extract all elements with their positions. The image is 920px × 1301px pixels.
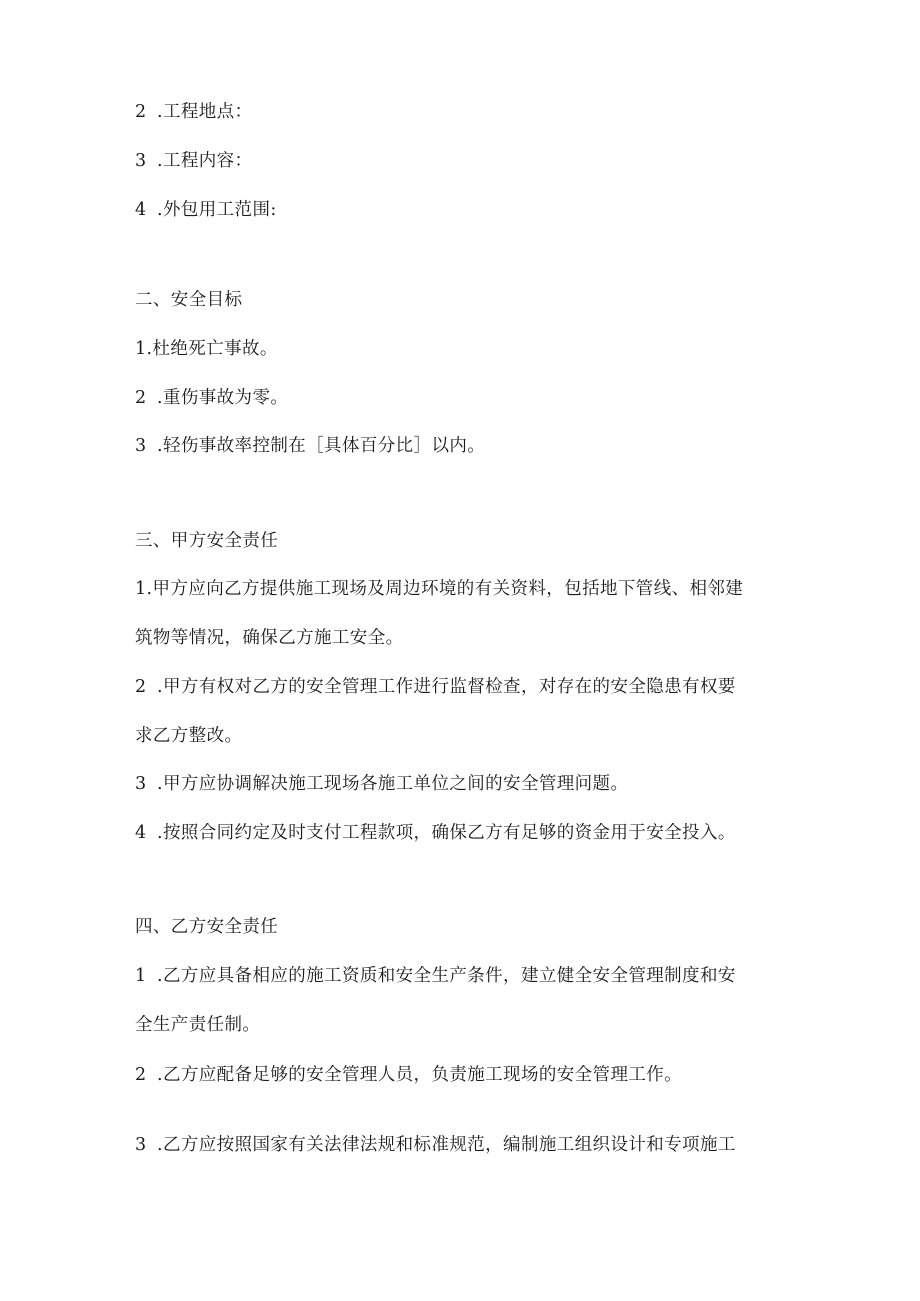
item-text: .外包用工范围:	[157, 200, 277, 220]
project-item-scope	[135, 198, 277, 222]
item-text: .工程地点：	[157, 102, 253, 122]
party-a-item-2-line-2: 求乙方整改。	[135, 726, 243, 746]
item-text: .甲方有权对乙方的安全管理工作进行监督检查，对存在的安全隐患有权要	[157, 677, 736, 697]
party-b-item-2	[135, 1063, 682, 1087]
item-number: 1	[135, 966, 147, 986]
item-number: 2	[135, 1065, 147, 1085]
item-text: .轻伤事故率控制在［具体百分比］以内。	[157, 436, 486, 456]
party-a-item-4	[135, 821, 736, 845]
party-a-item-2-line-1	[135, 675, 736, 699]
safety-goal-item-1: 1.杜绝死亡事故。	[135, 339, 278, 359]
item-number: 2	[135, 677, 147, 697]
party-b-item-1-line-1	[135, 964, 736, 988]
item-number: 4	[135, 200, 147, 220]
item-number: 3	[135, 436, 147, 456]
section-heading-party-b: 四、乙方安全责任	[135, 917, 279, 937]
item-text: .重伤事故为零。	[157, 388, 289, 408]
party-b-item-3	[135, 1133, 736, 1157]
project-item-location	[135, 100, 252, 124]
item-text: .乙方应按照国家有关法律法规和标准规范，编制施工组织设计和专项施工	[157, 1135, 736, 1155]
item-number: 3	[135, 1135, 147, 1155]
party-a-item-1-line-1: 1.甲方应向乙方提供施工现场及周边环境的有关资料，包括地下管线、相邻建	[135, 579, 744, 599]
safety-goal-item-2	[135, 386, 288, 410]
party-b-item-1-line-2: 全生产责任制。	[135, 1015, 261, 1035]
item-number: 2	[135, 388, 147, 408]
item-text: .工程内容：	[157, 151, 253, 171]
item-text: .按照合同约定及时支付工程款项，确保乙方有足够的资金用于安全投入。	[157, 823, 736, 843]
item-number: 3	[135, 151, 147, 171]
safety-goal-item-3	[135, 434, 485, 458]
item-number: 4	[135, 823, 147, 843]
section-heading-party-a: 三、甲方安全责任	[135, 531, 279, 551]
party-a-item-3	[135, 772, 628, 796]
item-number: 3	[135, 774, 147, 794]
item-text: .乙方应具备相应的施工资质和安全生产条件，建立健全安全管理制度和安	[157, 966, 736, 986]
item-text: .甲方应协调解决施工现场各施工单位之间的安全管理问题。	[157, 774, 629, 794]
section-heading-safety-goals: 二、安全目标	[135, 290, 243, 310]
project-item-content	[135, 149, 252, 173]
item-number: 2	[135, 102, 147, 122]
item-text: .乙方应配备足够的安全管理人员，负责施工现场的安全管理工作。	[157, 1065, 683, 1085]
party-a-item-1-line-2: 筑物等情况，确保乙方施工安全。	[135, 628, 404, 648]
